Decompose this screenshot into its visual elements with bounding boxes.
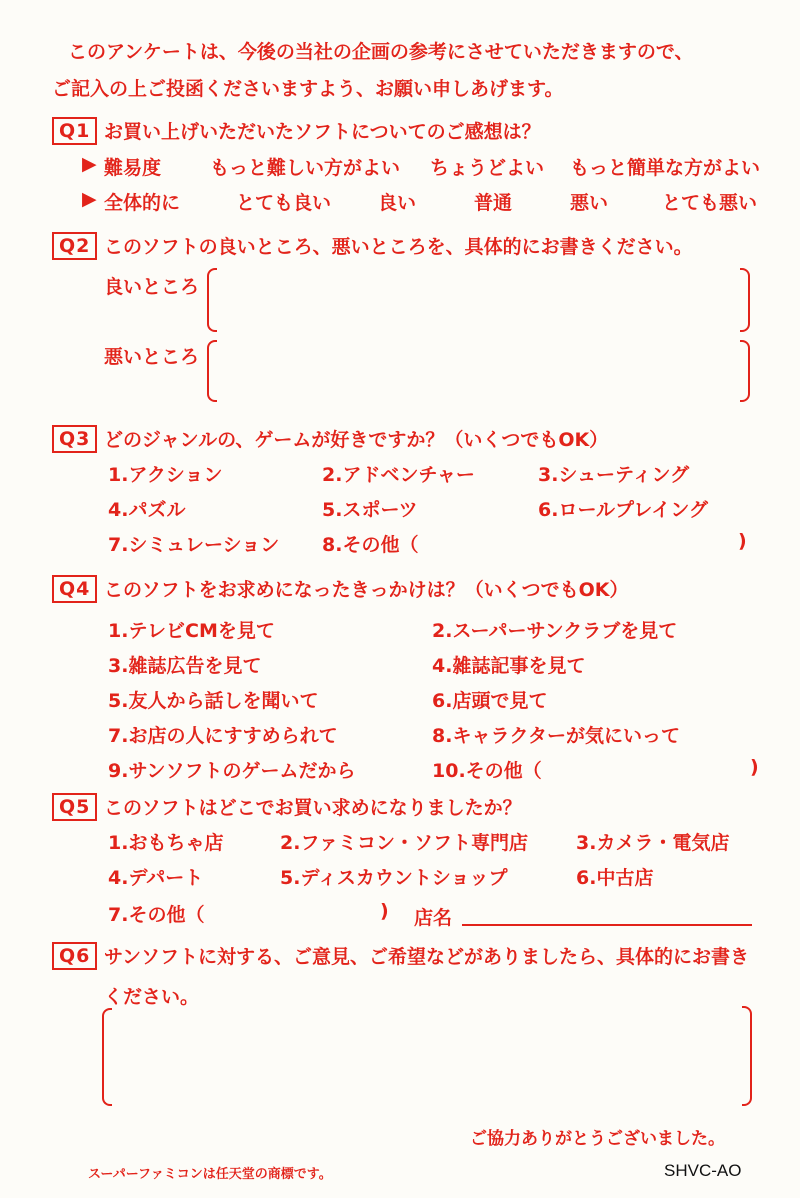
q1-overall-option-average[interactable]: 普通 bbox=[474, 192, 513, 214]
q3-label: Q3 bbox=[52, 425, 97, 453]
q2-good-bracket-left bbox=[207, 268, 217, 332]
q4-option-store-staff[interactable]: 7.お店の人にすすめられて bbox=[108, 725, 338, 747]
q2-bad-label: 悪いところ bbox=[104, 346, 200, 368]
q2-question: このソフトの良いところ、悪いところを、具体的にお書きください。 bbox=[104, 236, 693, 258]
q5-option-department-store[interactable]: 4.デパート bbox=[108, 867, 204, 889]
q1-difficulty-option-just-right[interactable]: ちょうどよい bbox=[430, 157, 545, 179]
q4-option-character[interactable]: 8.キャラクターが気にいって bbox=[432, 725, 681, 747]
q3-option-action[interactable]: 1.アクション bbox=[108, 464, 223, 486]
trademark-notice: スーパーファミコンは任天堂の商標です。 bbox=[88, 1167, 332, 1182]
q3-option-other[interactable]: 8.その他（ bbox=[322, 534, 419, 556]
q3-option-puzzle[interactable]: 4.パズル bbox=[108, 499, 186, 521]
q4-option-in-store[interactable]: 6.店頭で見て bbox=[432, 690, 548, 712]
q5-option-used-store[interactable]: 6.中古店 bbox=[576, 867, 654, 889]
q4-option-super-sun-club[interactable]: 2.スーパーサンクラブを見て bbox=[432, 620, 678, 642]
q4-option-magazine-ad[interactable]: 3.雑誌広告を見て bbox=[108, 655, 262, 677]
q3-question: どのジャンルの、ゲームが好きですか？（いくつでもOK） bbox=[104, 429, 609, 451]
q5-option-toy-store[interactable]: 1.おもちゃ店 bbox=[108, 832, 224, 854]
q5-option-electronics-store[interactable]: 3.カメラ・電気店 bbox=[576, 832, 730, 854]
q6-question-line-1: サンソフトに対する、ご意見、ご希望などがありましたら、具体的にお書き bbox=[104, 946, 750, 968]
q3-option-simulation[interactable]: 7.シミュレーション bbox=[108, 534, 280, 556]
q1-overall-option-very-good[interactable]: とても良い bbox=[236, 192, 332, 214]
intro-line-1: このアンケートは、今後の当社の企画の参考にさせていただきますので、 bbox=[68, 41, 694, 63]
q1-overall-title: 全体的に bbox=[104, 192, 181, 214]
q1-overall-option-very-bad[interactable]: とても悪い bbox=[662, 192, 758, 214]
q1-difficulty-option-easier[interactable]: もっと簡単な方がよい bbox=[570, 157, 761, 179]
q5-store-name-field[interactable] bbox=[462, 924, 752, 926]
q6-label: Q6 bbox=[52, 942, 97, 970]
q1-difficulty-title: 難易度 bbox=[104, 157, 162, 179]
q4-option-friend[interactable]: 5.友人から話しを聞いて bbox=[108, 690, 319, 712]
q5-label: Q5 bbox=[52, 793, 97, 821]
q6-bracket-right bbox=[742, 1006, 752, 1106]
q5-store-name-label: 店名 bbox=[414, 907, 453, 929]
q4-question: このソフトをお求めになったきっかけは？（いくつでもOK） bbox=[104, 579, 629, 601]
q3-option-adventure[interactable]: 2.アドベンチャー bbox=[322, 464, 475, 486]
q2-good-label: 良いところ bbox=[104, 276, 200, 298]
q1-row1-marker: ▶ bbox=[82, 153, 97, 175]
q4-option-magazine-article[interactable]: 4.雑誌記事を見て bbox=[432, 655, 586, 677]
q1-row2-marker: ▶ bbox=[82, 188, 97, 210]
thanks-message: ご協力ありがとうございました。 bbox=[470, 1129, 725, 1149]
q3-other-close-paren: ) bbox=[738, 530, 747, 552]
q4-option-sunsoft-game[interactable]: 9.サンソフトのゲームだから bbox=[108, 760, 356, 782]
q5-option-famicom-shop[interactable]: 2.ファミコン・ソフト専門店 bbox=[280, 832, 529, 854]
q3-option-sports[interactable]: 5.スポーツ bbox=[322, 499, 418, 521]
q1-overall-option-good[interactable]: 良い bbox=[378, 192, 417, 214]
q4-label: Q4 bbox=[52, 575, 97, 603]
q2-label: Q2 bbox=[52, 232, 97, 260]
q5-other-close-paren: ) bbox=[380, 900, 389, 922]
q6-question-line-2: ください。 bbox=[104, 986, 200, 1008]
product-code: SHVC-AO bbox=[664, 1161, 742, 1180]
q3-option-shooting[interactable]: 3.シューティング bbox=[538, 464, 690, 486]
q2-bad-bracket-right bbox=[740, 340, 750, 402]
q1-question: お買い上げいただいたソフトについてのご感想は？ bbox=[104, 121, 541, 143]
q2-good-bracket-right bbox=[740, 268, 750, 332]
q1-overall-option-bad[interactable]: 悪い bbox=[570, 192, 609, 214]
q2-bad-bracket-left bbox=[207, 340, 217, 402]
q3-option-rpg[interactable]: 6.ロールプレイング bbox=[538, 499, 708, 521]
intro-line-2: ご記入の上ご投函くださいますよう、お願い申しあげます。 bbox=[52, 78, 564, 100]
q4-option-tv-cm[interactable]: 1.テレビCMを見て bbox=[108, 620, 275, 642]
q1-difficulty-option-harder[interactable]: もっと難しい方がよい bbox=[210, 157, 401, 179]
q4-option-other[interactable]: 10.その他（ bbox=[432, 760, 542, 782]
q6-bracket-left bbox=[102, 1008, 112, 1106]
q5-option-other[interactable]: 7.その他（ bbox=[108, 904, 205, 926]
q5-option-discount-shop[interactable]: 5.ディスカウントショップ bbox=[280, 867, 508, 889]
q4-other-close-paren: ) bbox=[750, 756, 759, 778]
q5-question: このソフトはどこでお買い求めになりましたか？ bbox=[104, 797, 522, 819]
q1-label: Q1 bbox=[52, 117, 97, 145]
